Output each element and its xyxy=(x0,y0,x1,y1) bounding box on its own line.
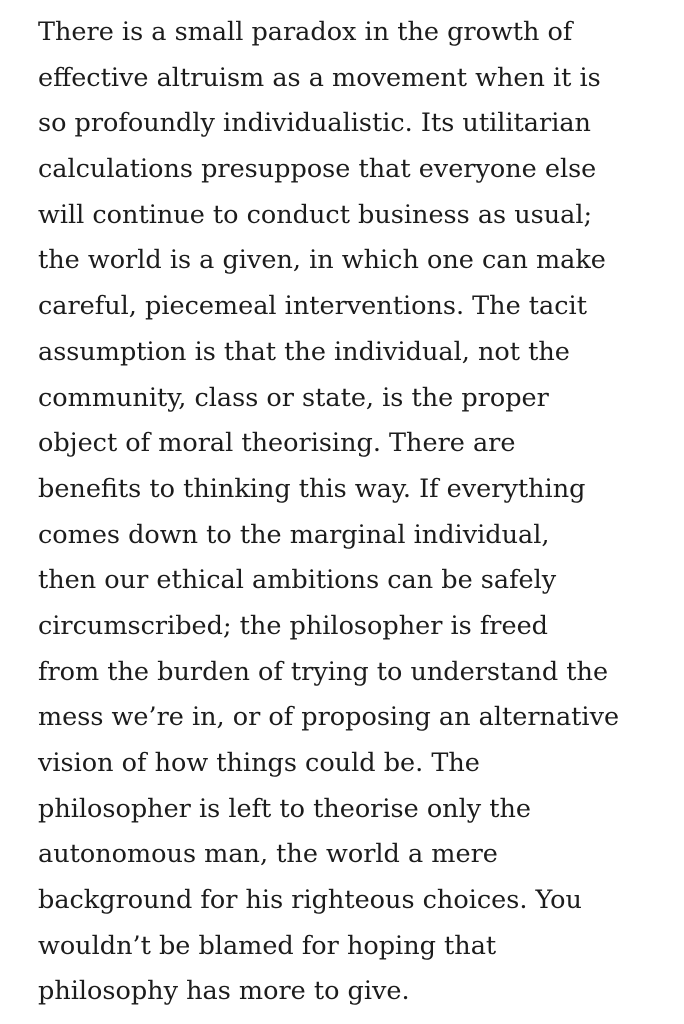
text-line: philosopher is left to theorise only the xyxy=(38,793,532,824)
text-line: assumption is that the individual, not the xyxy=(38,336,570,367)
text-line: circumscribed; the philosopher is freed xyxy=(38,610,548,641)
text-line: calculations presuppose that everyone else xyxy=(38,154,597,185)
text-line: comes down to the marginal individual, xyxy=(38,519,550,550)
text-line: philosophy has more to give. xyxy=(38,976,410,1007)
text-line: from the burden of trying to understand the xyxy=(38,656,609,687)
article-paragraph xyxy=(38,14,678,1019)
text-line: will continue to conduct business as usual; xyxy=(38,199,593,230)
text-line: community, class or state, is the proper xyxy=(38,382,549,413)
text-line: benefits to thinking this way. If everything xyxy=(38,473,586,504)
text-line: object of moral theorising. There are xyxy=(38,428,516,459)
text-line: so profoundly individualistic. Its utilitarian xyxy=(38,108,591,139)
text-line: vision of how things could be. The xyxy=(38,748,480,778)
text-line: mess we’re in, or of proposing an alternative xyxy=(38,702,620,733)
text-line: background for his righteous choices. You xyxy=(38,885,582,916)
text-line: autonomous man, the world a mere xyxy=(38,839,498,870)
text-line: careful, piecemeal interventions. The tacit xyxy=(38,291,587,322)
text-line: wouldn’t be blamed for hoping that xyxy=(38,930,497,961)
text-line: then our ethical ambitions can be safely xyxy=(38,565,557,596)
text-line: effective altruism as a movement when it is xyxy=(38,62,601,93)
text-line: the world is a given, in which one can make xyxy=(38,245,606,276)
text-line: There is a small paradox in the growth of xyxy=(38,17,573,47)
